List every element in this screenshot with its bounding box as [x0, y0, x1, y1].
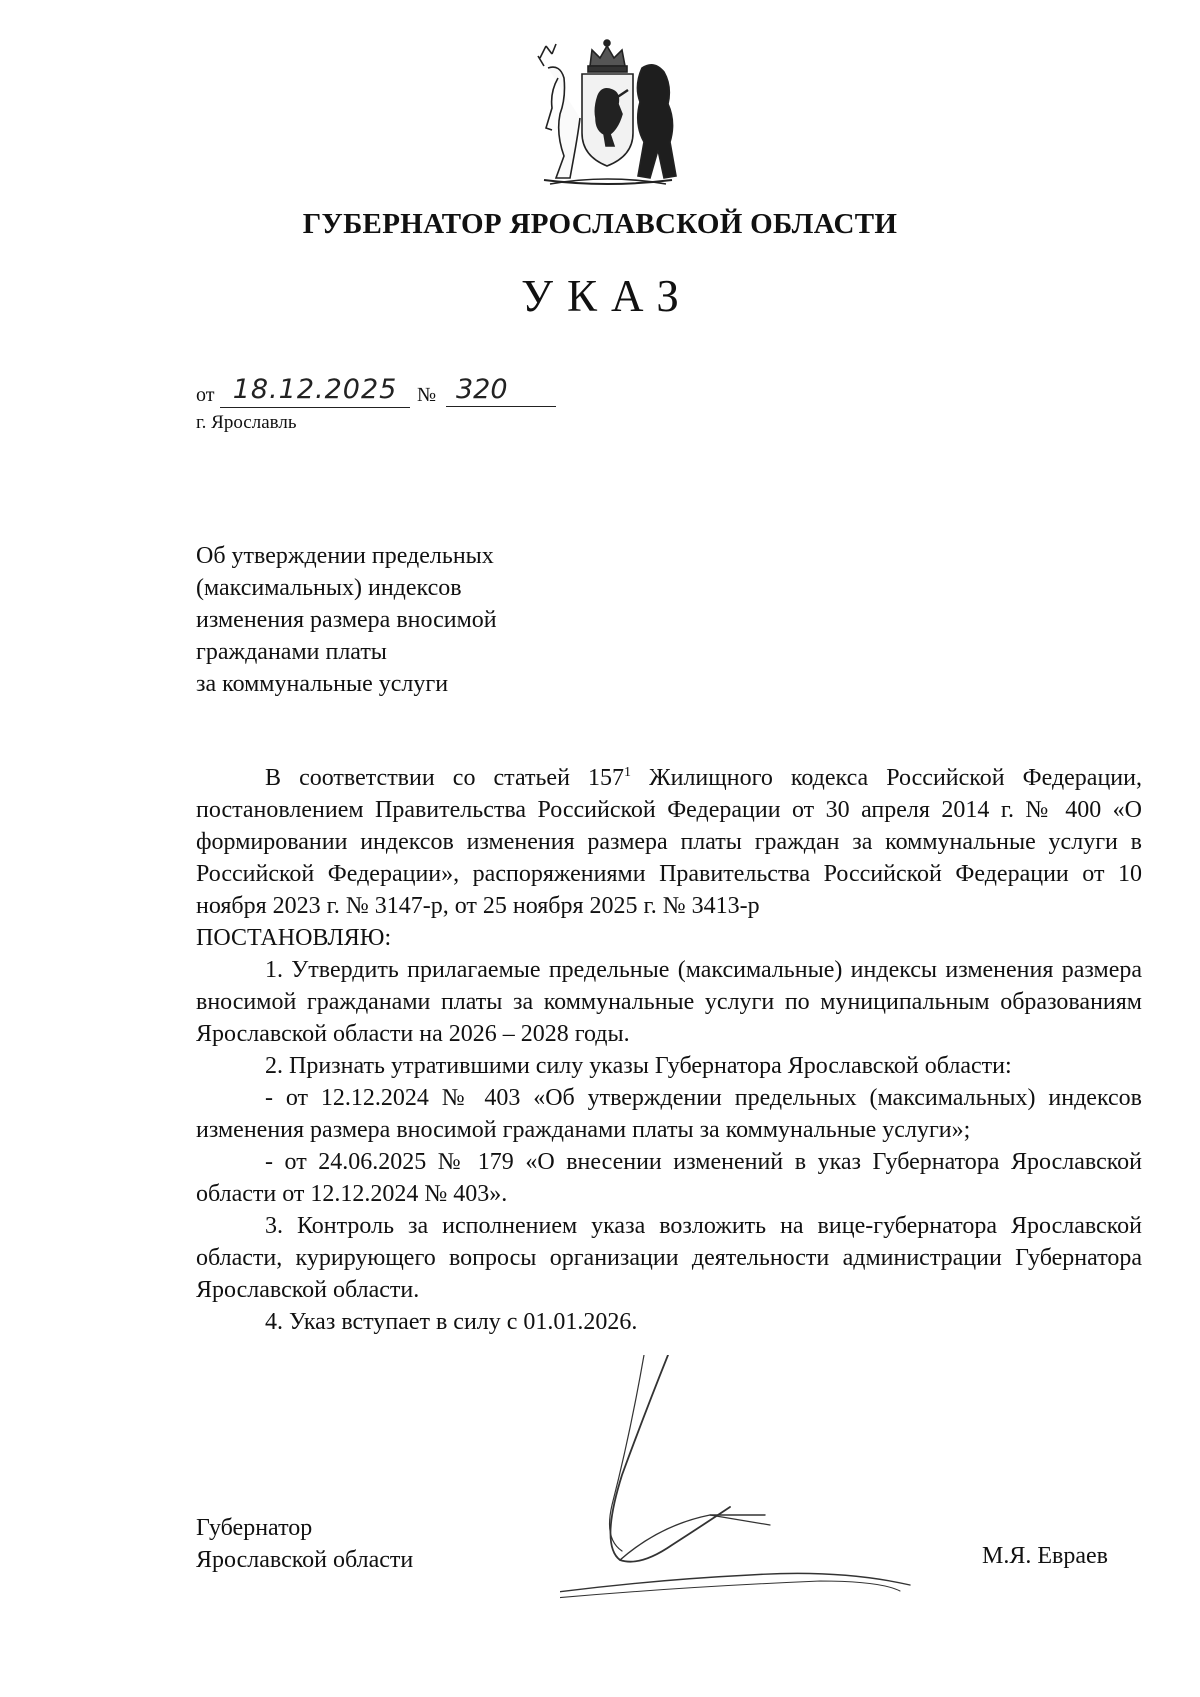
document-body — [196, 762, 1142, 1338]
signatory-title — [196, 1512, 413, 1576]
subject-line: изменения размера вносимой — [196, 607, 497, 633]
item-1-paragraph: 1. Утвердить прилагаемые предельные (максимальные) индексы изменения размера вносимой гражданами платы за коммунальные услуги по муниципальным образованиям Ярославской области на 2026 – 2028 годы. — [196, 957, 1142, 1047]
subject-line: Об утверждении предельных — [196, 543, 494, 569]
document-subject — [196, 540, 616, 700]
signatory-name: М.Я. Евраев — [982, 1543, 1108, 1569]
item-2b-paragraph: - от 24.06.2025 № 179 «О внесении изменений в указ Губернатора Ярославской области от 12.12.2024 № 403». — [196, 1149, 1142, 1207]
preamble-text-a: В соответствии со статьей 157 — [265, 765, 625, 791]
subject-line: (максимальных) индексов — [196, 575, 462, 601]
document-date: 18.12.2025 — [220, 374, 410, 408]
document-number: 320 — [446, 374, 556, 407]
document-type-title: УКАЗ — [521, 271, 693, 321]
handwritten-signature — [560, 1355, 1000, 1610]
preamble-text-b: Жилищного кодекса Российской Федерации, постановлением Правительства Российской Федерации от 30 апреля 2014 г. № 400 «О формировании индексов изменения размера платы граждан за коммунальные услуги в Российской Федерации», распоряжениями Правительства Российской Федерации от 10 ноября 2023 г. № 3147-р, от 25 ноября 2025 г. № 3413-р — [196, 765, 1142, 919]
item-2a-paragraph: - от 12.12.2024 № 403 «Об утверждении предельных (максимальных) индексов изменения размера вносимой гражданами платы за коммунальные услуги»; — [196, 1085, 1142, 1143]
coat-of-arms-emblem — [530, 38, 685, 188]
decree-word: ПОСТАНОВЛЯЮ: — [196, 925, 392, 951]
date-number-line — [196, 374, 556, 414]
date-prefix: от — [196, 384, 215, 406]
signatory-title-line2: Ярославской области — [196, 1547, 414, 1573]
issuer-title: ГУБЕРНАТОР ЯРОСЛАВСКОЙ ОБЛАСТИ — [302, 208, 898, 240]
item-4-paragraph: 4. Указ вступает в силу с 01.01.2026. — [265, 1309, 638, 1335]
article-superscript: 1 — [624, 765, 632, 780]
item-3-paragraph: 3. Контроль за исполнением указа возложить на вице-губернатора Ярославской области, курирующего вопросы организации деятельности администрации Губернатора Ярославской области. — [196, 1213, 1142, 1303]
subject-line: гражданами платы — [196, 639, 387, 665]
subject-line: за коммунальные услуги — [196, 671, 449, 697]
signatory-title-line1: Губернатор — [196, 1515, 313, 1541]
item-2-paragraph: 2. Признать утратившими силу указы Губернатора Ярославской области: — [265, 1053, 1012, 1079]
preamble-paragraph — [196, 762, 1142, 922]
number-label: № — [417, 384, 437, 406]
city-label: г. Ярославль — [196, 412, 297, 433]
